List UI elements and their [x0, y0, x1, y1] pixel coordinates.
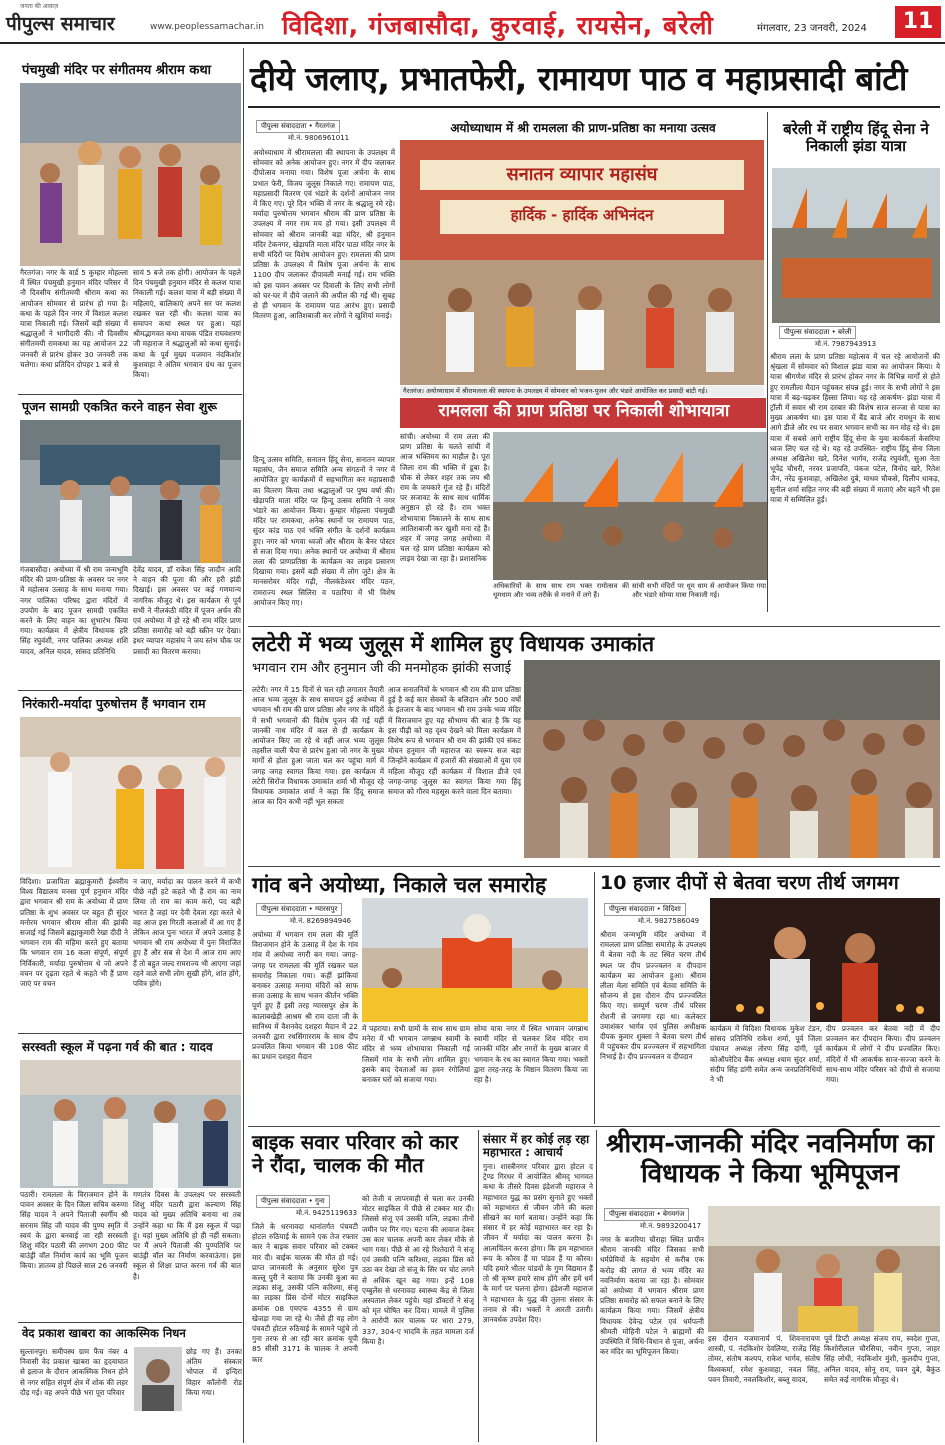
news-photo	[708, 1206, 940, 1332]
masthead	[0, 0, 945, 44]
byline-author: पीपुल्स संवाददाता	[784, 328, 830, 336]
lead-headline: दीये जलाए, प्रभातफेरी, रामायण पाठ व महाप्रसादी बांटी	[250, 59, 907, 98]
byline-place: बरेली	[838, 328, 852, 336]
reporter-phone: मो.नं. 9806961011	[288, 134, 350, 142]
byline: पीपुल्स संवाददाता • गुना	[256, 1195, 330, 1208]
issue-date: मंगलवार, 23 जनवरी, 2024	[757, 23, 867, 34]
story-headline: पंचमुखी मंदिर पर संगीतमय श्रीराम कथा	[22, 63, 211, 78]
story-divider	[248, 866, 940, 867]
column-divider	[478, 1130, 479, 1442]
reporter-phone: मो.नं. 9425119633	[296, 1209, 358, 1217]
story-divider	[248, 626, 940, 627]
photo-caption: सांची सभी मंदिरों पर धूम धाम से आयोजन किया गया और भंडारे सोम्या यात्रा निकाली गई।	[632, 582, 766, 599]
story-body: आज सनातनियों के भगवान श्री राम की प्राण प्रतिष्ठा हुई है कई कार सेवकों के बलिदान और 500 वर्षों के इंतजार के बाद भगवान श्री राम उनके भव्य मंदिर में विराजमान हुए यह सौभाग्य की बात है कि यह इस पीढ़ी को यह दृश्य देखने को मिला कार्यक्रम में विशेष रूप से भगवान श्री राम की झांकी एवं संकट मोचन हनुमान जी महाराज का स्वरूप सज बड़ा जिन्होंने कार्यक्रम में हजारों की संख्याओं में युवा एवं महिला मौजूद रहीं कार्यक्रम में विशाल डीजे एवं जगह-जगह जुलूस का स्वागत किया गया हिंदू समाज को गौरव महसूस करने वाला दिन बताया।	[388, 685, 521, 797]
photo-banner-text: सनातन व्यापार महासंघ	[506, 164, 658, 185]
byline-place: विदिशा	[663, 905, 681, 913]
byline-author: पीपुल्स संवाददाता	[261, 122, 307, 130]
story-body: विदिशा। प्रजापिता ब्रह्माकुमारी ईश्वरीय विश्व विद्यालय मनसा पूर्ण हनुमान मंदिर द्वारा भगवान श्री राम के अयोध्या में प्राण प्रतिष्ठा के शुभ अवसर पर बहुत ही सुंदर मनोरम भगवान श्रीराम सीता की झांकी सजाई गई जिसमें ब्रह्माकुमारी रेखा दीदी ने भगवान राम की महिमा करते हुए बताया कि भगवान राम 16 कला संपूर्ण, संपूर्ण निर्विकारी, मर्यादा पुरुषोत्तम थे जो अपने वचन पर दृढ़ता रहते थे कहते भी हैं प्राण जाएं पर वचन	[20, 877, 128, 989]
story-body: हिन्दू उत्सव समिति, सनातन हिंदू सेना, सनातन व्यापार महासंघ, जैन समाज समिति अन्य संगठनों ने नगर में आयोजित हुए कार्यक्रमों में सहभागिता कर महाप्रसादी का वितरण किया तथा श्रद्धालुओं पर पुष्प वर्षा की। खेड़ापति माता मंदिर पर हिन्दू उत्सव समिति ने नगर भंडारे का आयोजन किया। कुम्हार मोहल्ला पंचमुखी मंदिर पर रामकथा, अनेक स्थानों पर रामायण पाठ, सुंदर कांड पाठ एवं भक्ति संगीत के दर्शनों कार्यक्रम हुए। नगर को भगवा ध्वजों और श्रीराम के बैनर पोस्टर से सजा दिया गया। अनेक स्थानों पर अयोध्या में श्रीराम लला की प्राणप्रतिष्ठा के कार्यक्रम का लाइव प्रसारण दिखाया गया। इसमें बड़ी संख्या में लोग जुटे। क्षेत्र के मानसरोवर मंदिर गढ़ी, नीलकंठेश्वर मंदिर पठन, रामराज्य स्थल सिलिरा व पठारिया में भी विशेष आयोजन किए गए।	[253, 455, 395, 607]
story-headline: वेद प्रकाश खाबरा का आकस्मिक निधन	[22, 1326, 186, 1340]
byline-author: पीपुल्स संवाददाता	[609, 1210, 655, 1218]
story-body: जिले के धरनावदा थानांतर्गत पंचवटी होटल रुठियाई के सामने एक तेज रफ्तार कार ने बाइक सवार परिवार को टक्कर मार दी। बाईक चालक की मौत हो गई। प्राप्त जानकारी के अनुसार सुरेश पुत्र कल्लू पुरी ने बताया कि उनकी बुआ का लड़का संजू, उसकी पत्नि करिश्मा, संजू का लड़का प्रिंस दोनों मोटर साइकिल क्रमांक 08 एमएफ 4355 से ग्राम खेजड़ा गया जा रहे थे। जैसे ही वह लोग पंचवटी होटल रुठियाई के सामने पहुंचे तो गुना तरफ से आ रही कार क्रमांक यूपी 85 सीसी 3171 के चालक ने अपनी कार	[252, 1222, 358, 1364]
byline-author: पीपुल्स संवाददाता	[261, 905, 307, 913]
column-divider	[594, 872, 595, 1124]
page-number: 11	[895, 6, 941, 38]
story-body: पठारी। रामलला के विराजमान होने के पावन अवसर के दिन जिला सचिव करुणा सिंह यादव ने अपने पिताजी स्वर्गीय श्री सरनाम सिंह जी यादव की पुण्य स्मृति में स्वयं के द्वारा बनवाई जा रही सरस्वती शिशु मंदिर पठारी की लगभग 200 फीट बाउंड्री वॉल निर्माण कार्य का भूमि पूजन किया। ज्ञातव्य हो पिछले साल 26 जनवरी	[20, 1190, 128, 1271]
story-headline: संसार में हर कोई लड़ रहा महाभारत : आचार्य	[483, 1132, 590, 1160]
story-body: सांची। अयोध्या में राम लला की प्राण प्रतिष्ठा के चलते सांची में आज भक्तिमय का माहौल है। पूरा जिला राम की भक्ति में डूबा है। चौक से लेकर शहर तक जय श्री राम के जयकारे गूंज रहे हैं। मंदिरों पर सजावट के साथ साथ धार्मिक अनुष्ठान हो रहे हैं। राम भक्त शोभायात्रा निकालने के साथ साथ आतिशबाजी कर खुशी मना रहे हैं। शहर में जगह जगह अयोध्या में चल रहे प्राण प्रतिष्ठा कार्यक्रम को लाइव देखा जा रहा है। प्रशासनिक	[400, 432, 490, 564]
obituary-photo	[134, 1347, 182, 1411]
story-body: सायं 5 बजे तक होगी। आयोजन के पहले दिन पंचमुखी हनुमान मंदिर से कलश यात्रा निकाली गई। कलश यात्रा में बड़ी संख्या में महिलाएं, बालिकाएं अपने सर पर कलश रखकर चल रही थी। कलश यात्रा का समापन कथा स्थल पर हुआ। यहां श्रीमद्भागवत कथा वाचक पंडित राघवशरण जी महाराज ने श्रद्धालुओं को कथा सुनाई। कथा के पूर्व मुख्य यजमान नंदकिशोर कुशवाहा ने अंतिम भगवान ग्रंथ का पूजन किया।	[133, 268, 241, 380]
news-photo	[493, 432, 767, 580]
masthead-tagline: जनता की आवाज़	[20, 3, 59, 10]
reporter-phone: मो.नं. 8269894946	[290, 917, 352, 925]
column-divider	[596, 1130, 597, 1442]
story-headline: निरंकारी-मर्यादा पुरुषोत्तम हैं भगवान राम	[22, 696, 206, 711]
photo-title: अयोध्याधाम में श्री रामलला की प्राण-प्रतिष्ठा का मनाया उत्सव	[450, 121, 716, 135]
photo-banner-text: हार्दिक - हार्दिक अभिनंदन	[510, 206, 654, 224]
story-body: छोड़ गए हैं। उनका अंतिम संस्कार भोपाल में इन्दिरा विहार कॉलोनी रोड किया गया।	[186, 1347, 242, 1397]
news-photo	[20, 717, 241, 874]
site-url[interactable]: www.peoplessamachar.in	[150, 22, 264, 32]
photo-caption: अधिकारियों के साथ साथ राम भक्त रामोत्सव की धूमधाम और भव्य तरीके से मनाने में लगे हैं।	[493, 582, 629, 599]
byline: पीपुल्स संवाददाता • बरेली	[779, 326, 856, 339]
story-body: श्रीराम जन्मभूमि मंदिर अयोध्या में रामलला प्राण प्रतिष्ठा समारोह के उपलक्ष्य में बेतवा नदी के तट स्थित चरण तीर्थ स्थल पर दीप प्रज्ज्वलन व दीपदान कार्यक्रम का आयोजन हुआ। श्रीराम लीला मेला समिति एवं बेतवा समिति के सौजन्य से इस दौरान दीप प्रज्ज्वलित किए गए। सम्पूर्ण चरण तीर्थ परिसर रोशनी से जगमगा रहा था। कलेक्टर उमाशंकर भार्गव एवं पुलिस अधीक्षक दीपक कुमार शुक्ला ने बेतवा चरण तीर्थ में पहुंचकर दीप प्रज्ज्वलन में सहभागिता निभाई है। दीप प्रज्ज्वलन व दीपदान	[600, 930, 706, 1062]
byline-place: बेगमगंज	[663, 1210, 685, 1218]
byline: पीपुल्स संवाददाता • गैरतगंज	[256, 120, 340, 133]
byline-place: ग्यारसपुर	[315, 905, 338, 913]
story-body: अयोध्या में भगवान राम लला की मूर्ति विराजमान होने के उत्साह में देश के गांव गांव में अयोध्या नगरी बन गया। जगह-जगह पर रामलला की मूर्ति रखकर चल समारोह निकाला गया। कहीं झांकियां बनाकर उत्साह मनाया मंदिरों को साफ सजा उत्साह के साथ भजन कीर्तन भक्ति पूर्ण हुए हैं इसी तरह ग्यारसपुर क्षेत्र के कालाबखेड़ी आश्रम श्री राम दाता जी के सानिध्य में वैशनवेद दशहरा मैदान में 22 जनवरी द्वारा रथसिंगारराम के साथ दीप प्रज्वलित किया भगवान की 108 फीट का प्रधान दशहरा मैदान	[252, 930, 358, 1062]
story-body: गणतंत्र दिवस के उपलक्ष्य पर सरस्वती शिशु मंदिर पठारी द्वारा कल्याण सिंह यादव को मुख्य अतिथि बनाया था तब उन्होंने कहा था कि मैं इस स्कूल में पढ़ा हूं। यहां मुख्य अतिथि हो ही नहीं सकता। पर मैं अपने पिताजी की पुण्यतिथि पर बाउंड्री वॉल का निर्माण करवाऊंगा। इस स्कूल से शिक्षा प्राप्त करना गर्व की बात है।	[133, 1190, 241, 1281]
news-photo	[710, 898, 940, 1022]
story-headline: बाइक सवार परिवार को कार ने रौंदा, चालक की मौत	[252, 1130, 459, 1177]
news-photo	[362, 898, 588, 1022]
brand-logo: पीपुल्स समाचार	[6, 13, 115, 35]
headline-rule	[248, 106, 940, 108]
news-photo	[20, 420, 241, 563]
story-headline: लटेरी में भव्य जुलूस में शामिल हुए विधायक उमाकांत	[252, 632, 655, 656]
byline-place: गुना	[315, 1197, 325, 1205]
story-divider	[18, 690, 242, 691]
byline: पीपुल्स संवाददाता • ग्यारसपुर	[256, 903, 342, 916]
news-photo	[20, 83, 241, 266]
news-photo	[772, 168, 940, 323]
byline-author: पीपुल्स संवाददाता	[261, 1197, 307, 1205]
story-body: इस दौरान यजमानार्य पं. शिवनारायण शास्त्री, पं. नंदकिशोर देवलिया, राजेंद्र सिंह तोमर, संतोष कश्यप, राकेश भार्गव, संतोष विश्वकर्मा, रमेश कुशवाहा, नवल सिंह, पवन तिवारी, नवलकिशोर, बब्लू यादव,	[708, 1334, 820, 1384]
story-body: में पहराया। सभी ग्रामों के साथ साथ ग्राम मनेरा में भी भगवान जगन्नाथ स्वामी के मंदिर से भव्य शोभायात्रा निकाली गई जिसमें गांव के सभी लोग शामिल हुए। इसके बाद देवताओं का हवन रंगोलियां बनाकर घरों को सजाया गया।	[362, 1024, 470, 1085]
story-divider	[18, 394, 242, 395]
region-title: विदिशा, गंजबासौदा, कुरवाई, रायसेन, बरेली	[282, 11, 714, 40]
byline: पीपुल्स संवाददाता • बेगमगंज	[604, 1208, 689, 1221]
news-photo	[400, 140, 764, 385]
reporter-phone: मो.नं. 7987943913	[815, 340, 877, 348]
story-body: को तेजी व लापरवाही से चला कर उनकी मोटर साइकिल में पीछे से टक्कर मार दी। जिससे संजू एवं उसकी पत्नि, लड़का तीनों जमीन पर गिर गए। घटना की आवाज देकर उस कार चालक अपनी कार लेकर मौके से भाग गया। पीछे से आ रहे रिश्तेदारों ने संजू एवं उसकी पत्नि करिश्मा, लड़का प्रिंस को उठा कर देखा तो संजू के सिर पर चोट लगने से अधिक खून बह गया। इन्हें 108 एम्बुलेंस से धरनावदा स्वास्थ्य केंद्र से जिला अस्पताल लेकर पहुंचे। यहां डॉक्टरों ने संजू को मृत घोषित कर दिया। मामले में पुलिस ने आरोपी कार चालक पर धारा 279, 337, 304-ए भादवि के तहत मामला दर्ज किया है।	[362, 1194, 474, 1346]
story-body: नगर के बजरिया चौराहा स्थित प्राचीन श्रीराम जानकी मंदिर जिसका सभी धर्मप्रेमियों के सहयोग से करीब एक करोड़ की लागत से भव्य मंदिर का नवनिर्माण कराया जा रहा है। सोमवार को अयोध्या में भगवान श्रीराम प्राण प्रतिष्ठा समारोह को सफल बनाने के लिए कार्यक्रम किया गया। जिसमें क्षेत्रीय विधायक देवेन्द्र पटेल एवं धर्मपत्नी श्रीमती मोहिनी पटेल ने ब्राह्मणों की उपस्थिति में विधि-विधान से पूजा, अर्चना कर मंदिर का भूमिपूजन किया।	[600, 1235, 704, 1357]
news-photo	[524, 660, 940, 858]
news-photo	[20, 1060, 241, 1188]
story-headline: श्रीराम-जानकी मंदिर नवनिर्माण का विधायक ने किया भूमिपूजन	[606, 1129, 934, 1189]
reporter-phone: मो.नं. 9893200417	[640, 1222, 702, 1230]
story-body: श्रीराम लला के प्राण प्रतिष्ठा महोत्सव में चल रहे आयोजनों की श्रृंखला में सोमवार को विशाल झंडा यात्रा का आयोजन किया। ये यात्रा श्रीगणेश मंदिर से प्रारंभ होकर नगर के विभिन्न मार्गों से होते हुए रामलीला मैदान पहुंचकर संपन्न हुई। नगर के सभी लोगों ने इस यात्रा में बढ़-चढ़कर हिस्सा लिया। यह रहे आकर्षण- झंडा यात्रा में ट्रॉली में सवार श्री राम दरबार की विशेष साज सज्जा से यात्रा का मुख्य आकर्षण था। इस यात्रा में बैंड बाजे और रामधुन के साथ आगे डीजे और रथ पर सवार भगवान सभी का मन मोह रहे थे। इस यात्रा में सबसे आगे राष्ट्रीय हिंदू सेना के युवा कार्यकर्ता केसरिया ध्वज लिए चल रहे थे। यह रहे उपस्थित- राष्ट्रीय हिंदू सेना जिला अध्यक्ष अखिलेश खरे, दिनेश भार्गव, राजेंद्र रघुवंशी, सुआ नेता भूपेंद्र चौधरी, नरवर प्रजापति, पंकज पटेल, विनोद खरे, रितेश जैन, नरेंद्र कुशवाहा, अखिलेश दुबे, माधव चौकसे, दिलीप धाकड़, सुनील शर्मा सहित नगर की बड़ी संख्या में माताएं और बहनें भी इस यात्रा में सम्मिलित हुईं।	[770, 352, 940, 504]
story-headline: गांव बने अयोध्या, निकाले चल समारोह	[252, 873, 547, 897]
column-divider	[767, 112, 768, 612]
photo-caption: गैरतगंज। अयोध्याधाम में श्रीरामलला की स्थापना के उपलक्ष्य में सोमवार को भजन-पूजन और भंडारे आयोजित कर प्रसादी बांटी गई।	[400, 386, 764, 397]
story-divider	[18, 1322, 242, 1323]
byline-place: गैरतगंज	[315, 122, 335, 130]
story-body: न जाए, मर्यादा का पालन करने में कभी पीछे नहीं हटे कहते भी हैं राम का नाम लिया तो राम का काम करो, पद बड़ी भारत है जहां पर देवी देवता रहा करते थे वह आज इस गिरती कलाओं में आ गए हैं लेकिन आज पुनः भारत में अपने उत्साह है भगवान श्री राम अयोध्या में पुनः विराजित हुए हैं और सब से देश में आज राम आए हैं तो बहुत जल्द रामराज्य भी आएगा जहां रहने वाले सभी लोग सुखी होंगे, शांत होंगे, पवित्र होंगे।	[133, 877, 241, 989]
story-divider	[248, 1126, 940, 1127]
story-body: गुना। शास्त्रीनगर परिवार द्वारा होटल द ट्रेण्ड गिरधर में आयोजित श्रीमद् भागवत कथा के तीसरे दिवस इंद्रेशजी महाराज ने महाभारत युद्ध का प्रसंग सुनाते हुए भक्तों को महाभारत से जीवन जीने की कला सीखने का मार्ग बताया। उन्होंने कहा कि संसार में हर कोई महाभारत कर रहा है। जीवन में मर्यादा का पालन करना है। आत्मचिंतन करना होगा। कि हम महाभारत रूप के कौरव हैं या पांडव हैं या कौरव। यदि हमारे भीतर पांडवों के गुण विद्यमान हैं तो श्री कृष्ण हमारे साथ होंगे और हमें धर्म के मार्ग पर चलना होगा। इंद्रेशजी महाराज ने महाभारत के युद्ध की तुलना संसार के तनाव से की। भक्तों ने आरती उतारी। ज्ञानवर्धक उपदेश दिए।	[483, 1162, 593, 1325]
story-body: लटेरी। नगर में 15 दिनों से चल रही लगातार तैयारी आज भव्य जुलूस के साथ समापन हुई अयोध्या में भगवान श्री राम की प्राण प्रतिष्ठा और नगर के मंदिरों में सभी भगवानों की विशेष पूजन की गई यहीं जानकी नाथ मंदिर में कल से ही कार्यक्रम के आयोजन किए जा रहे थे वहीं आज भव्य जुलूस तहसील वाली चैपा से प्रारंभ हुआ जो नगर के मुख्य मार्गों से होता हुआ जाता चल कर पहुंचा मार्ग में जगह जगह स्वागत किया गया। इस कार्यक्रम में लटेरी सिरोंज विधायक उमाकांत शर्मा भी मौजूद रहे विधायक उमाकांत शर्मा ने कहा कि हिंदू समाज आज का दिन कभी नहीं भूल सकता	[252, 685, 384, 807]
story-subheadline: भगवान राम और हनुमान जी की मनमोहक झांकी सजाई	[252, 661, 511, 676]
column-divider	[243, 48, 244, 1443]
byline: पीपुल्स संवाददाता • विदिशा	[604, 903, 686, 916]
story-headline: रामलला की प्राण प्रतिष्ठा पर निकाली शोभायात्रा	[438, 401, 730, 421]
story-body: गंजबासौदा। अयोध्या में श्री राम जन्मभूमि मंदिर की प्राण-प्रतिष्ठा के अवसर पर नगर में महोत्सव उत्साह के साथ मनाया गया। नगर पालिका परिषद द्वारा मंदिरों में उपयोग के बाद पूजन सामग्री एकत्रित करने के लिए वाहन का शुभारंभ किया गया। कार्यक्रम में क्षेत्रीय विधायक हरि सिंह रघुवंशी, नगर पालिका अध्यक्ष शशि यादव, अनिल यादव, सांसद प्रतिनिधि	[20, 565, 128, 656]
story-body: सोमा यात्रा नगर में स्थित भगवान जगन्नाथ स्वामी मंदिर से चलकर शिव मंदिर राम जानकी मंदिर और नगरों के मुख्य बाजार में भगवान के रथ का स्वागत किया गया। भक्तों द्वारा तरह-तरह के मिष्ठान वितरण किया जा रहा है।	[474, 1024, 588, 1085]
story-body: दीप प्र‍ज्वलन कर बेतवा नदी में दीप प्रज्वलन कर दीपदान किया। दीप प्रज्वलन कार्यक्रम में लोगों ने दीप प्रज्वलित किए। मंदिरों में भी आकर्षक साज-सज्जा करने के साथ-साथ मंदिर परिसर को दीपों से सजाया गया।	[826, 1024, 940, 1085]
story-headline: सरस्वती स्कूल में पढ़ना गर्व की बात : यादव	[22, 1040, 213, 1054]
story-body: पूर्व डिप्टी अध्यक्ष संजय राय, स्वदेश गुप्ता, किशोरीलाल चौरसिया, नवीन गुप्ता, जाहर सिंह लोधी, नंदकिशोर मुंशी, कुलदीप गुप्ता, अनिल यादव, सोनू राय, पवन दुबे, बैकुंठ समेत कई नागरिक मौजूद थे।	[824, 1334, 940, 1384]
story-body: अयोध्याधाम में श्रीरामलला की स्थापना के उपलक्ष्य में सोमवार को अनेक आयोजन हुए। नगर में दीप जलाकर दीपोत्सव मनाया गया। विशेष पूजा अर्चना के साथ प्रभात फेरी, विजय जुलूस निकाले गए। रामायण पाठ, महाप्रसादी वितरण एवं भंडारे के दर्शनों आयोजन नगर में किए गए। पूरे दिन भक्ति में नगर के श्रद्धालु रमे रहे। मर्यादा पुरुषोत्तम भगवान श्रीराम की प्राण प्रतिष्ठा के उपलक्ष्य में नगर राम मय हो गया। इसी उपलक्ष्य में सोमवार को श्रीराम जानकी बड़ा मंदिर, श्री हनुमान मंदिर टेकनगर, खेड़ापति माता मंदिर पाठा मंदिर नगर के सभी मंदिरों पर विशेष आयोजन हुए। रामलला की प्राण प्रतिष्ठा के उपलक्ष्य में विशेष पूजा अर्चना के साथ 1100 दीप जलाकर दीपावली मनाई गई। राम भक्ति को इस पावन अवसर पर दिवाली के लिए सभी लोगों को घर-घर में दीये जलाने की अपील की गई थी। सुबह से ही भगवान के रामायण पाठ आरंभ हुए। प्रसादी वितरण हुआ, आतिशबाजी कर लोगों ने खुशियां मनाई।	[253, 148, 395, 321]
story-headline: 10 हजार दीपों से बेतवा चरण तीर्थ जगमग	[600, 872, 899, 894]
reporter-phone: मो.नं. 9827586049	[638, 917, 700, 925]
story-body: सुल्तानपुर। समीपस्थ ग्राम फैंच नंबर 4 निवासी वेद प्रकाश खाबरा का हृदयाघात से इलाज के दौरान आकस्मिक निधन होने से नगर सहित संपूर्ण क्षेत्र में शोक की लहर दौड़ गई। वह अपने पीछे भरा पूरा परिवार	[20, 1347, 128, 1397]
story-body: कार्यक्रम में विदिशा विधायक मुकेश टंडन, सांसद प्रतिनिधि राकेश शर्मा, पूर्व जिला पंचायत अध्यक्ष तोरण सिंह दांगी, पूर्व कोऑपरेटिव बैंक अध्यक्ष श्याम सुंदर शर्मा, संदीप सिंह डांगी समेत अन्य जनप्रतिनिधियों ने भी	[710, 1024, 822, 1085]
byline-author: पीपुल्स संवाददाता	[609, 905, 655, 913]
story-body: गैरतगंज। नगर के वार्ड 5 कुम्हार मोहल्ला में स्थित पंचमुखी हनुमान मंदिर परिसर में नौ दिवसीय संगीतमयी श्रीराम कथा का आयोजन सोमवार से प्रारंभ हो गया है। कथा के पहले दिन नगर में विशाल कलश यात्रा निकाली गई। जिसमें बड़ी संख्या में श्रद्धालुओं ने भागीदारी की। नौ दिवसीय संगीतमयी रामकथा का यह आयोजन 22 जनवरी से प्रारंभ होकर 30 जनवरी तक चलेगा। कथा प्रतिदिन दोपहर 1 बजे से	[20, 268, 128, 369]
story-headline: पूजन सामग्री एकत्रित करने वाहन सेवा शुरू	[22, 399, 217, 414]
story-headline: बरेली में राष्ट्रीय हिंदू सेना ने निकाली झंडा यात्रा	[783, 120, 929, 156]
story-divider	[18, 1033, 242, 1034]
story-body: देवेंद्र यादव, डॉ राकेश सिंह जादौन आदि ने वाहन की पूजा की और हरी झंडी दिखाई। इस अवसर पर कई गणमान्य नागरिक मौजूद थे। इस कार्यक्रम से पूर्व सभी ने नीलकंठी मंदिर में पूजन अर्चन की एवं अयोध्या में हो रहे श्री राम मंदिर प्राण प्रतिष्ठा समारोह को बड़ी स्क्रीन पर देखा। इधर व्यापार महासंघ ने जय स्तंभ चौक पर प्रसादी का वितरण कराया।	[133, 565, 241, 656]
